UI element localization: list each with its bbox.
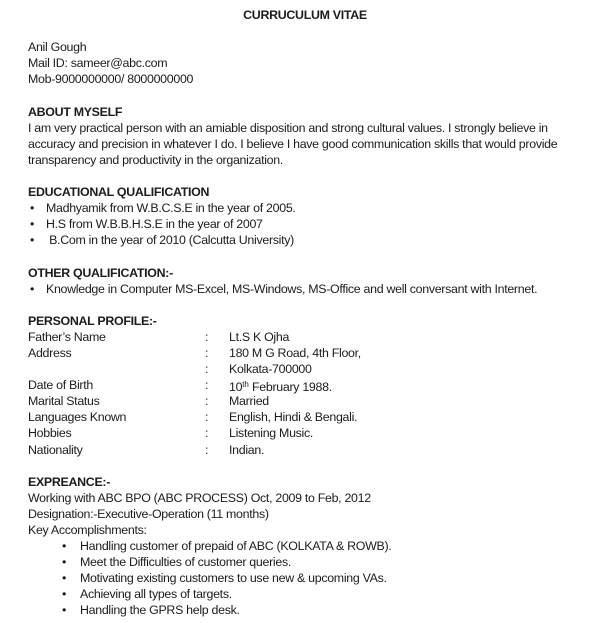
bullet-icon: • — [30, 201, 35, 216]
dob-day: 10 — [229, 380, 243, 395]
bullet-icon: • — [62, 571, 67, 586]
profile-value: 180 M G Road, 4th Floor, — [229, 345, 361, 360]
bullet-icon: • — [30, 233, 35, 248]
dob-ordinal-suffix: th — [242, 380, 249, 390]
about-heading: ABOUT MYSELF — [28, 104, 123, 119]
profile-label: Father’s Name — [28, 329, 106, 344]
list-item-text: H.S from W.B.B.H.S.E in the year of 2007 — [46, 217, 263, 232]
spacer — [28, 458, 582, 474]
profile-colon: : — [205, 442, 209, 457]
profile-colon: : — [205, 410, 209, 425]
profile-row — [28, 425, 582, 441]
profile-colon: : — [205, 362, 209, 377]
profile-value: Listening Music. — [229, 426, 314, 441]
about-text-line: accuracy and precision in whatever I do. I believe I have good communication skills that would provide — [28, 136, 558, 151]
profile-label: Hobbies — [28, 426, 72, 441]
list-item-text: Achieving all types of targets. — [80, 587, 232, 602]
spacer — [28, 297, 582, 313]
profile-label: Marital Status — [28, 394, 100, 409]
profile-label: Address — [28, 345, 72, 360]
page-title: CURRUCULUM VITAE — [243, 8, 367, 22]
profile-label — [28, 361, 205, 377]
profile-row — [28, 442, 582, 458]
list-item-text: Meet the Difficulties of customer queries. — [80, 555, 291, 570]
profile-colon: : — [205, 378, 209, 393]
accomplishment-list-item — [28, 554, 582, 570]
profile-label: Nationality — [28, 442, 83, 457]
other-qualification-heading: OTHER QUALIFICATION:- — [28, 265, 173, 280]
accomplishment-list-item — [28, 538, 582, 554]
accomplishment-list-item — [28, 602, 582, 618]
profile-value: Married — [229, 394, 269, 409]
spacer — [28, 23, 582, 39]
profile-value: Indian. — [229, 442, 265, 457]
profile-colon: : — [205, 426, 209, 441]
spacer — [28, 87, 582, 103]
bullet-icon: • — [30, 281, 35, 296]
profile-value: Kolkata-700000 — [229, 362, 312, 377]
other-qualification-list-item — [28, 281, 582, 297]
experience-heading: EXPREANCE:- — [28, 474, 111, 489]
bullet-icon: • — [62, 587, 67, 602]
profile-label: Languages Known — [28, 410, 127, 425]
experience-designation-line: Designation:-Executive-Operation (11 months) — [28, 506, 269, 521]
contact-email-line: Mail ID: sameer@abc.com — [28, 56, 168, 71]
profile-colon: : — [205, 329, 209, 344]
contact-mobile-line: Mob-9000000000/ 8000000000 — [28, 72, 194, 87]
profile-value: English, Hindi & Bengali. — [229, 410, 358, 425]
profile-value: Lt.S K Ojha — [229, 329, 290, 344]
profile-colon: : — [205, 345, 209, 360]
profile-row — [28, 345, 582, 361]
profile-label: Date of Birth — [28, 378, 93, 393]
profile-row — [28, 377, 582, 393]
list-item-text: Knowledge in Computer MS-Excel, MS-Windows, MS-Office and well conversant with Internet. — [46, 281, 538, 296]
education-list-item — [28, 200, 582, 216]
profile-value — [229, 377, 582, 393]
bullet-icon: • — [30, 217, 35, 232]
experience-accomplishments-label: Key Accomplishments: — [28, 523, 147, 537]
profile-row — [28, 329, 582, 345]
spacer — [28, 248, 582, 264]
list-item-text: B.Com in the year of 2010 (Calcutta University) — [46, 233, 294, 248]
list-item-text: Motivating existing customers to use new & upcoming VAs. — [80, 571, 387, 586]
profile-colon: : — [205, 394, 209, 409]
accomplishment-list-item — [28, 570, 582, 586]
bullet-icon: • — [62, 539, 67, 554]
experience-employer-line: Working with ABC BPO (ABC PROCESS) Oct, 2009 to Feb, 2012 — [28, 490, 371, 505]
education-list-item — [28, 216, 582, 232]
profile-row — [28, 393, 582, 409]
personal-profile-heading: PERSONAL PROFILE:- — [28, 313, 157, 328]
profile-row — [28, 409, 582, 425]
list-item-text: Handling customer of prepaid of ABC (KOLKATA & ROWB). — [80, 539, 392, 554]
list-item-text: Handling the GPRS help desk. — [80, 603, 240, 618]
about-text-line: transparency and productivity in the organization. — [28, 152, 283, 167]
dob-rest: February 1988. — [248, 380, 332, 395]
profile-row — [28, 361, 582, 377]
bullet-icon: • — [62, 603, 67, 618]
education-heading: EDUCATIONAL QUALIFICATION — [28, 185, 210, 200]
about-text-line: I am very practical person with an amiable disposition and strong cultural values. I strongly believe in — [28, 120, 548, 135]
spacer — [28, 168, 582, 184]
contact-name: Anil Gough — [28, 40, 87, 55]
list-item-text: Madhyamik from W.B.C.S.E in the year of 2005. — [46, 201, 296, 216]
accomplishment-list-item — [28, 586, 582, 602]
bullet-icon: • — [62, 555, 67, 570]
education-list-item — [28, 232, 582, 248]
